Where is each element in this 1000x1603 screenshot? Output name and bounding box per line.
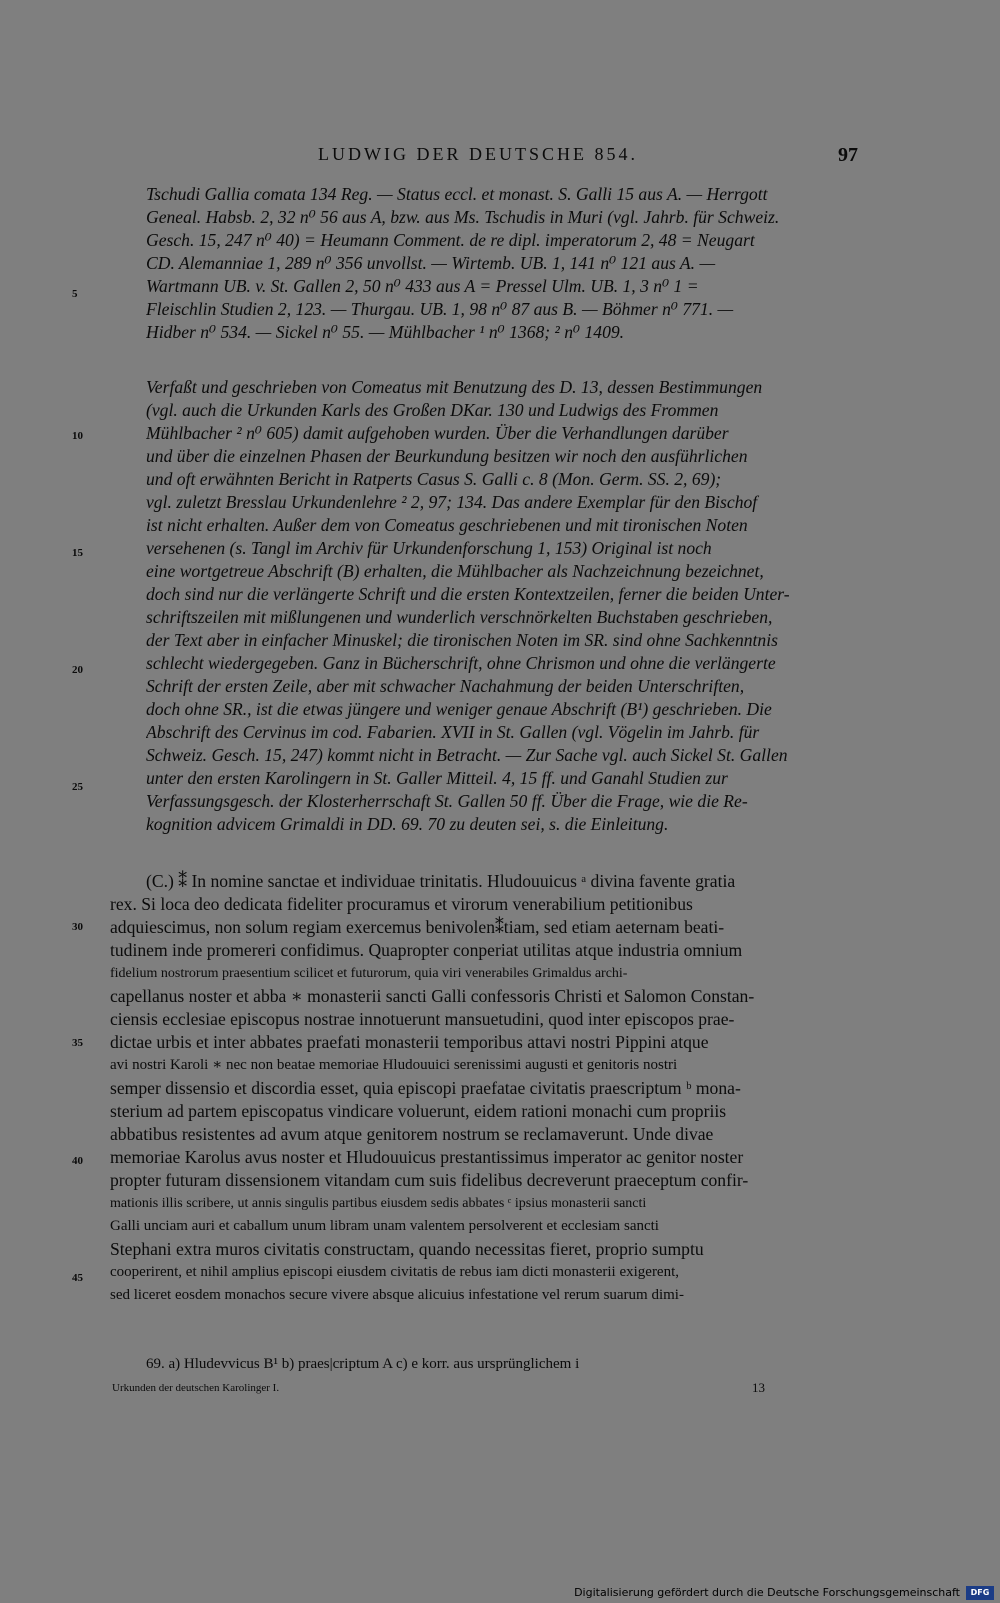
charter-line: memoriae Karolus avus noster et Hludouuicus prestantissimus imperator ac genitor noster [110, 1147, 744, 1167]
charter-line: tudinem inde promereri confidimus. Quapropter conperiat utilitas atque industria omnium [110, 940, 743, 960]
commentary-line: Verfassungsgesch. der Klosterherrschaft St. Gallen 50 ff. Über die Frage, wie die Re- [146, 791, 748, 811]
collection-title: Urkunden der deutschen Karolinger I. [112, 1382, 280, 1394]
charter-line: propter futuram dissensionem vitandam cum suis fidelibus decreverunt praeceptum confir- [110, 1170, 749, 1190]
charter-line: capellanus noster et abba ∗ monasterii sancti Galli confessoris Christi et Salomon Constan- [110, 986, 755, 1006]
commentary-line: Mühlbacher ² n⁰ 605) damit aufgehoben wurden. Über die Verhandlungen darüber [146, 423, 729, 443]
charter-line: (C.) ⁑ In nomine sanctae et individuae trinitatis. Hludouuicus ᵃ divina favente gratia [146, 871, 736, 891]
dfg-logo-icon: DFG [966, 1586, 994, 1600]
commentary-line: Schrift der ersten Zeile, aber mit schwacher Nachahmung der beiden Unterschriften, [146, 676, 745, 696]
commentary-line: und oft erwähnten Bericht in Ratperts Casus S. Galli c. 8 (Mon. Germ. SS. 2, 69); [146, 469, 722, 489]
line-number: 15 [72, 547, 83, 559]
bibliography-line: Wartmann UB. v. St. Gallen 2, 50 n⁰ 433 aus A = Pressel Ulm. UB. 1, 3 n⁰ 1 = [146, 276, 699, 296]
line-number: 30 [72, 921, 83, 933]
commentary-line: unter den ersten Karolingern in St. Galler Mitteil. 4, 15 ff. und Ganahl Studien zur [146, 768, 728, 788]
line-number: 40 [72, 1155, 83, 1167]
bibliography-block [146, 183, 862, 344]
commentary-line: Verfaßt und geschrieben von Comeatus mit Benutzung des D. 13, dessen Bestimmungen [146, 377, 763, 397]
line-number: 45 [72, 1272, 83, 1284]
line-number: 25 [72, 781, 83, 793]
bibliography-line: Geneal. Habsb. 2, 32 n⁰ 56 aus A, bzw. aus Ms. Tschudis in Muri (vgl. Jahrb. für Schweiz. [146, 207, 780, 227]
funding-credit: Digitalisierung gefördert durch die Deutsche Forschungsgemeinschaft [574, 1586, 960, 1599]
commentary-line: eine wortgetreue Abschrift (B) erhalten, die Mühlbacher als Nachzeichnung bezeichnet, [146, 561, 764, 581]
charter-line: dictae urbis et inter abbates praefati monasterii temporibus attavi nostri Pippini atque [110, 1032, 709, 1052]
bibliography-line: Tschudi Gallia comata 134 Reg. — Status eccl. et monast. S. Galli 15 aus A. — Herrgott [146, 184, 768, 204]
commentary-line: schriftszeilen mit mißlungenen und wunderlich verschnörkelten Buchstaben geschrieben, [146, 607, 773, 627]
commentary-line: Abschrift des Cervinus im cod. Fabarien. XVII in St. Gallen (vgl. Vögelin im Jahrb. für [146, 722, 760, 742]
charter-line: semper dissensio et discordia esset, quia episcopi praefatae civitatis praescriptum ᵇ mona- [110, 1078, 741, 1098]
commentary-line: und über die einzelnen Phasen der Beurkundung besitzen wir noch den ausführlichen [146, 446, 748, 466]
commentary-line: doch sind nur die verlängerte Schrift und die ersten Kontextzeilen, ferner die beiden Unter- [146, 584, 790, 604]
commentary-line: vgl. zuletzt Bresslau Urkundenlehre ² 2, 97; 134. Das andere Exemplar für den Bischof [146, 492, 758, 512]
charter-text-block [110, 870, 862, 1307]
page-number: 97 [838, 144, 858, 166]
commentary-line: kognition advicem Grimaldi in DD. 69. 70 zu deuten sei, s. die Einleitung. [146, 814, 669, 834]
charter-line: rex. Si loca deo dedicata fideliter procuramus et virorum venerabilium petitionibus [110, 894, 693, 914]
charter-line: sterium ad partem episcopatus vindicare voluerunt, eidem rationi monachi cum propriis [110, 1101, 727, 1121]
commentary-line: schlecht wiedergegeben. Ganz in Bücherschrift, ohne Chrismon und ohne die verlängerte [146, 653, 776, 673]
footnote-apparatus: 69. a) Hludevvicus B¹ b) praes|criptum A c) e korr. aus ursprünglichem i [146, 1356, 580, 1372]
charter-line: ciensis ecclesiae episcopus nostrae innotuerunt mansuetudini, quod inter episcopos prae- [110, 1009, 735, 1029]
bibliography-line: Gesch. 15, 247 n⁰ 40) = Heumann Comment. de re dipl. imperatorum 2, 48 = Neugart [146, 230, 755, 250]
bibliography-line: Fleischlin Studien 2, 123. — Thurgau. UB. 1, 98 n⁰ 87 aus B. — Böhmer n⁰ 771. — [146, 299, 734, 319]
charter-line: adquiescimus, non solum regiam exercemus benivolen⁑tiam, sed etiam aeternam beati- [110, 917, 725, 937]
charter-line: Galli unciam auri et caballum unum libram unam valentem persolverent et ecclesiam sancti [110, 1218, 659, 1234]
charter-line: Stephani extra muros civitatis constructam, quando necessitas fieret, proprio sumptu [110, 1239, 704, 1259]
line-number: 20 [72, 664, 83, 676]
line-number: 5 [72, 288, 78, 300]
commentary-line: Schweiz. Gesch. 15, 247) kommt nicht in Betracht. — Zur Sache vgl. auch Sickel St. Gallen [146, 745, 788, 765]
line-number: 10 [72, 430, 83, 442]
commentary-block [146, 376, 862, 836]
sheet-signature: 13 [752, 1380, 765, 1395]
charter-line: avi nostri Karoli ∗ nec non beatae memoriae Hludouuici serenissimi augusti et genitoris nostri [110, 1057, 678, 1073]
commentary-line: doch ohne SR., ist die etwas jüngere und weniger genaue Abschrift (B¹) geschrieben. Die [146, 699, 772, 719]
commentary-line: (vgl. auch die Urkunden Karls des Großen DKar. 130 und Ludwigs des Frommen [146, 400, 719, 420]
bibliography-line: CD. Alemanniae 1, 289 n⁰ 356 unvollst. — Wirtemb. UB. 1, 141 n⁰ 121 aus A. — [146, 253, 716, 273]
charter-line: abbatibus resistentes ad avum atque genitorem nostrum se reclamaverunt. Unde divae [110, 1124, 714, 1144]
charter-line: cooperirent, et nihil amplius episcopi eiusdem civitatis de rebus iam dicti monasterii exigerent, [110, 1264, 680, 1280]
line-number: 35 [72, 1037, 83, 1049]
commentary-line: versehenen (s. Tangl im Archiv für Urkundenforschung 1, 153) Original ist noch [146, 538, 712, 558]
charter-line: mationis illis scribere, ut annis singulis partibus eiusdem sedis abbates ᶜ ipsius monasterii sancti [110, 1196, 647, 1211]
bibliography-line: Hidber n⁰ 534. — Sickel n⁰ 55. — Mühlbacher ¹ n⁰ 1368; ² n⁰ 1409. [146, 322, 625, 342]
credit-bar [0, 1581, 1000, 1603]
charter-line: fidelium nostrorum praesentium scilicet et futurorum, quia viri venerabiles Grimaldus archi- [110, 966, 628, 981]
running-head: LUDWIG DER DEUTSCHE 854. [318, 144, 638, 164]
commentary-line: ist nicht erhalten. Außer dem von Comeatus geschriebenen und mit tironischen Noten [146, 515, 748, 535]
charter-line: sed liceret eosdem monachos secure vivere absque alicuius infestatione vel rerum suarum dimi- [110, 1287, 684, 1303]
commentary-line: der Text aber in einfacher Minuskel; die tironischen Noten im SR. sind ohne Sachkenntnis [146, 630, 778, 650]
